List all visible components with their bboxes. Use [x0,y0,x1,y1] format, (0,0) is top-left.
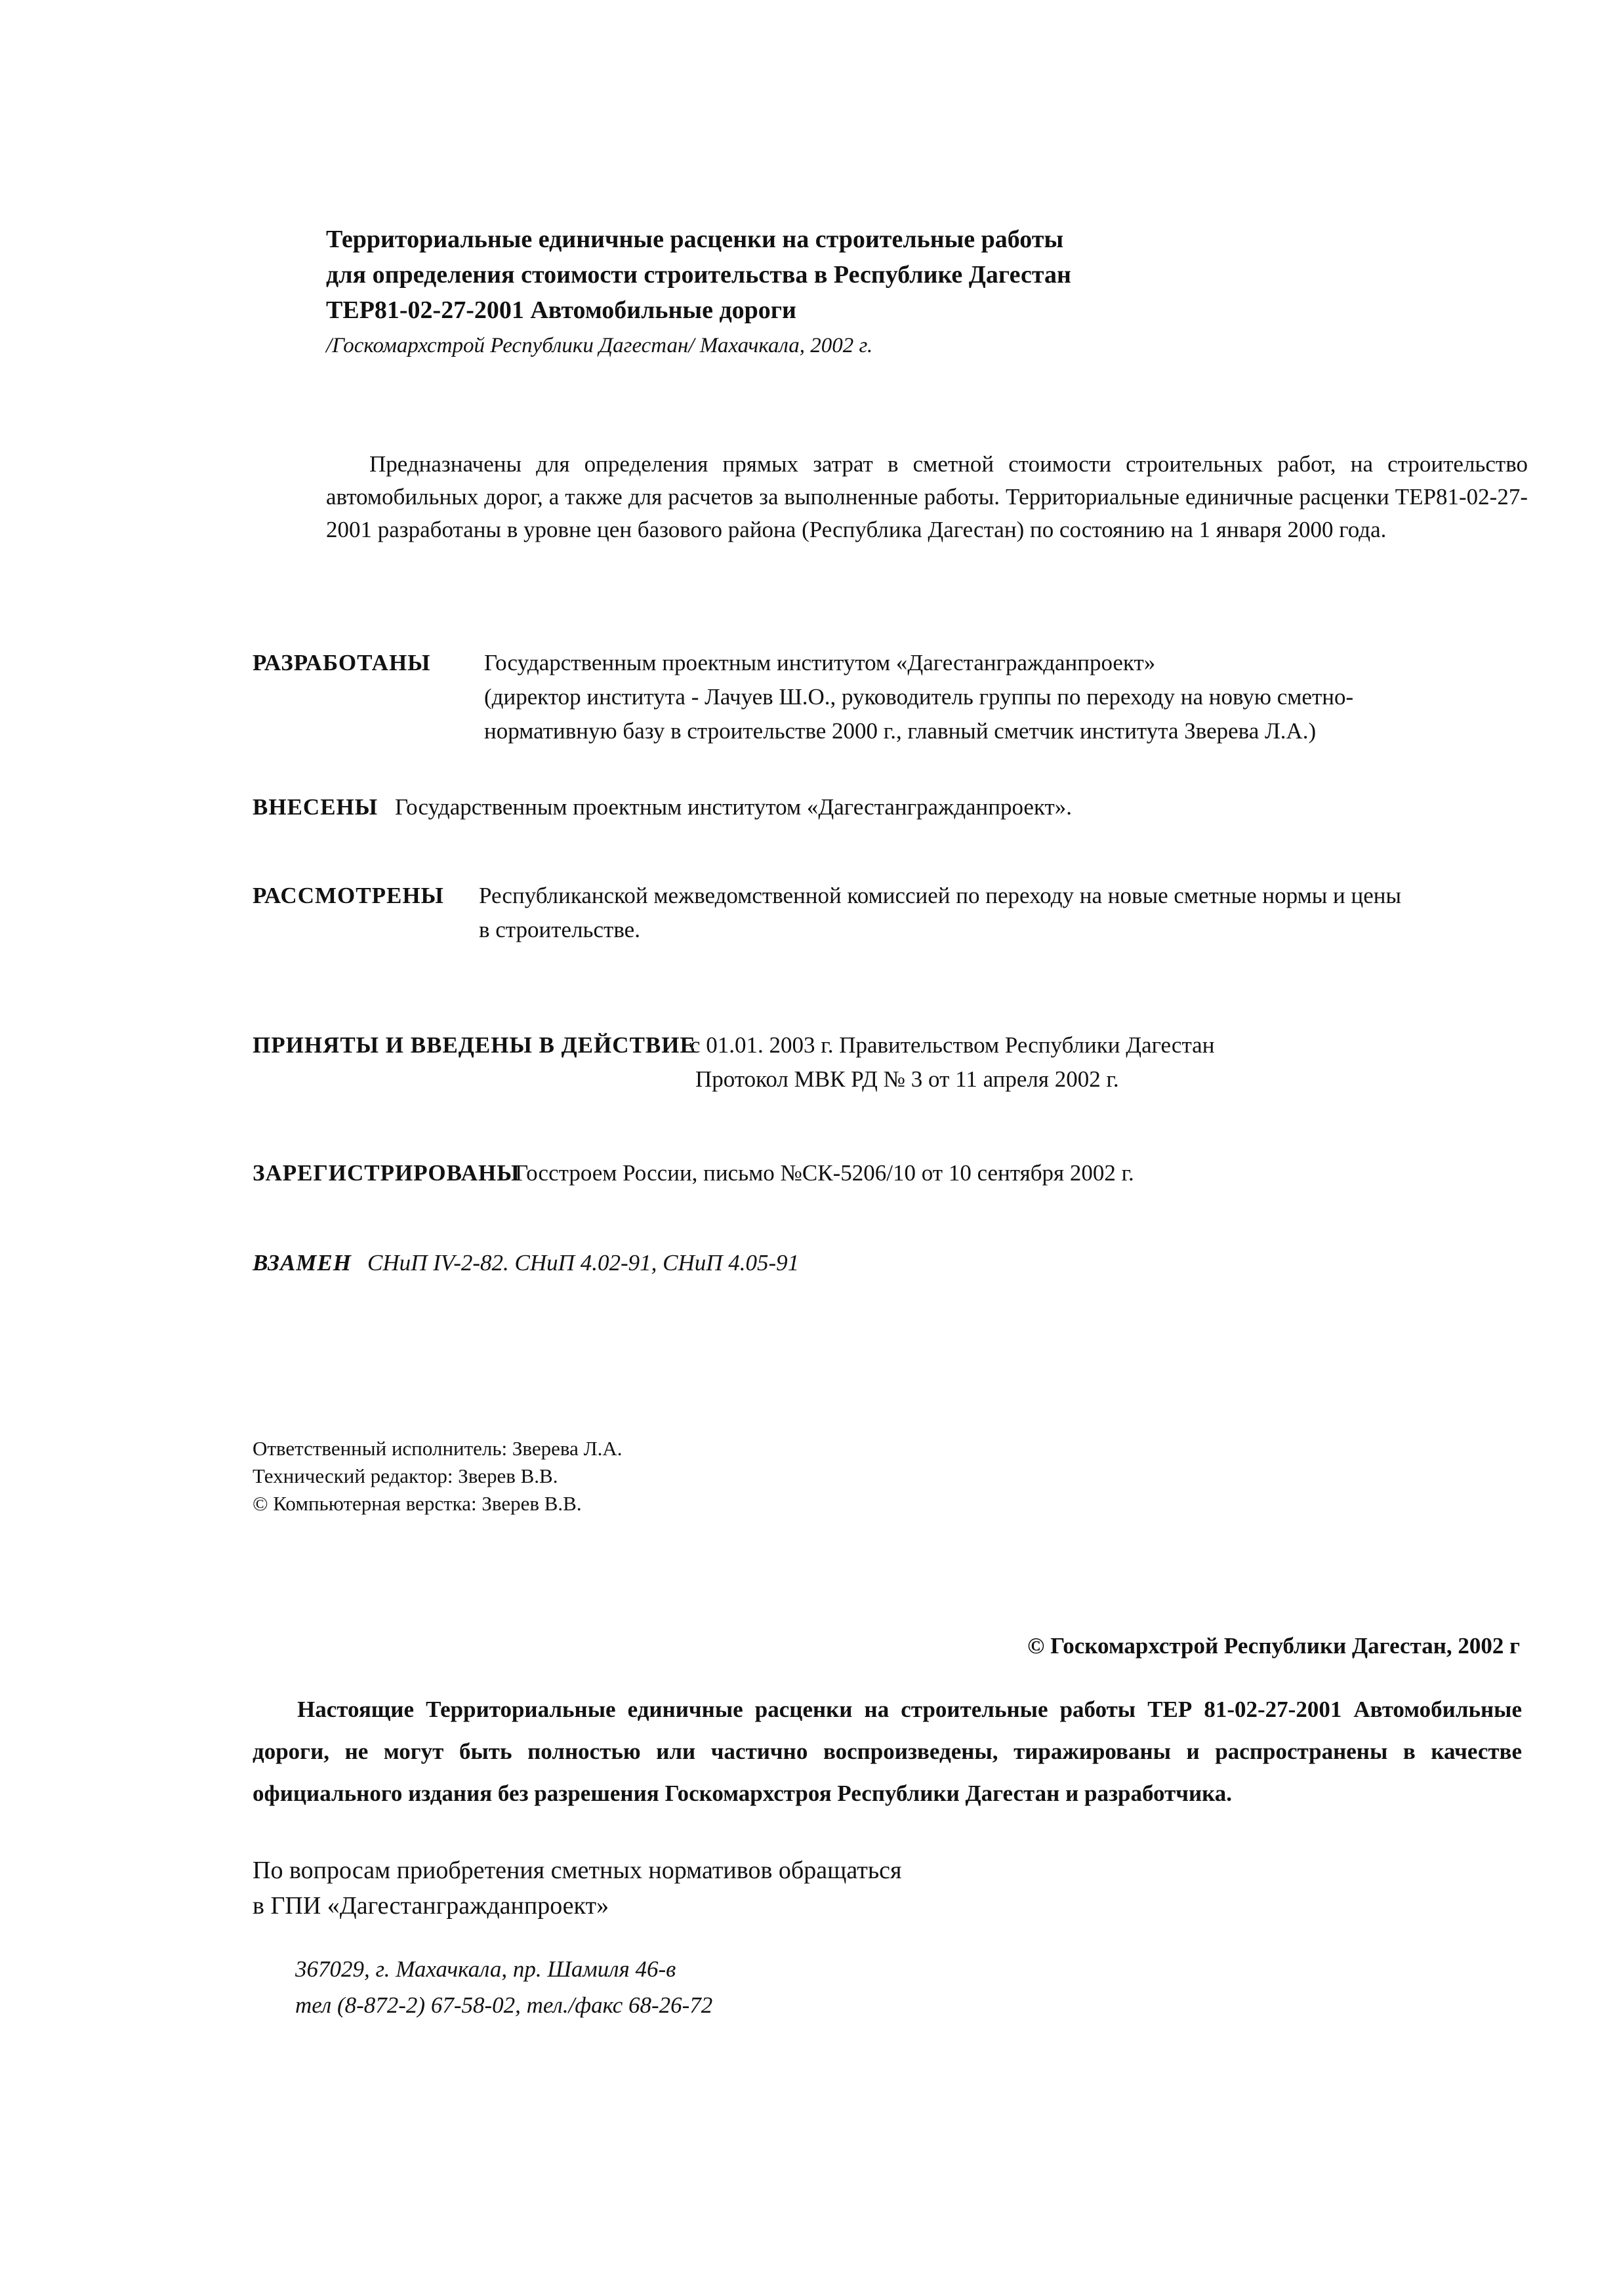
adopted-line-1: с 01.01. 2003 г. Правительством Республики Дагестан [690,1032,1215,1058]
address-block [295,1951,712,2023]
title-line-3: ТЕР81-02-27-2001 Автомобильные дороги [326,296,796,324]
staff-credits [253,1435,623,1518]
submitted-text: Государственным проектным институтом «Дагестангражданпроект». [395,794,1073,820]
reviewed-line-1: Республиканской межведомственной комиссией по переходу на новые сметные нормы и цены [479,883,1402,908]
document-title [326,222,1244,363]
adopted-line-2: Протокол МВК РД № 3 от 11 апреля 2002 г. [695,1066,1119,1092]
address-line: 367029, г. Махачкала, пр. Шамиля 46-в [295,1956,676,1982]
intro-paragraph: Предназначены для определения прямых затрат в сметной стоимости строительных работ, на строительство автомобильных дорог, а также для расчетов за выполненные работы. Территориальные единичные расценки ТЕР81-02-27-2001 разработаны в уровне цен базового района (Республика Дагестан) по состоянию на 1 января 2000 года. [326,451,1528,542]
staff-layout: © Компьютерная верстка: Зверев В.В. [253,1492,582,1515]
adopted-label: ПРИНЯТЫ И ВВЕДЕНЫ В ДЕЙСТВИЕ [253,1032,696,1058]
developed-line-2: (директор института - Лачуев Ш.О., руководитель группы по переходу на новую сметно- [484,684,1354,710]
publisher-line: /Госкомархстрой Республики Дагестан/ Махачкала, 2002 г. [326,334,873,357]
reviewed-line-2: в строительстве. [479,917,640,942]
phone-line: тел (8-872-2) 67-58-02, тел./факс 68-26-72 [295,1992,713,2018]
contact-block [253,1853,902,1923]
registered-text: Госстроем России, письмо №СК-5206/10 от 10 сентября 2002 г. [515,1160,1134,1186]
replaces-label: ВЗАМЕН [253,1250,352,1276]
staff-executor: Ответственный исполнитель: Зверева Л.А. [253,1437,623,1460]
copyright-line: © Госкомархстрой Республики Дагестан, 2002 г [1027,1633,1520,1659]
adopted-text [690,1028,1214,1097]
developed-text [484,646,1534,748]
reviewed-label: РАССМОТРЕНЫ [253,883,444,908]
developed-line-3: нормативную базу в строительстве 2000 г., главный сметчик института Зверева Л.А.) [484,718,1317,744]
developed-line-1: Государственным проектным институтом «Дагестангражданпроект» [484,650,1156,675]
reviewed-text [479,879,1542,947]
contact-line-2: в ГПИ «Дагестангражданпроект» [253,1892,609,1920]
replaces-text: СНиП IV-2-82. СНиП 4.02-91, СНиП 4.05-91 [367,1250,800,1276]
developed-label: РАЗРАБОТАНЫ [253,650,431,675]
title-line-1: Территориальные единичные расценки на строительные работы [326,226,1064,253]
copyright-notice: Настоящие Территориальные единичные расценки на строительные работы ТЕР 81-02-27-2001 Автомобильные дороги, не могут быть полностью или частично воспроизведены, тиражированы и распространены в качестве официального издания без разрешения Госкомархстроя Республики Дагестан и разработчика. [253,1697,1522,1806]
registered-label: ЗАРЕГИСТРИРОВАНЫ [253,1160,520,1186]
contact-line-1: По вопросам приобретения сметных нормативов обращаться [253,1857,902,1884]
staff-editor: Технический редактор: Зверев В.В. [253,1464,558,1487]
submitted-label: ВНЕСЕНЫ [253,794,379,820]
title-line-2: для определения стоимости строительства в Республике Дагестан [326,261,1071,289]
